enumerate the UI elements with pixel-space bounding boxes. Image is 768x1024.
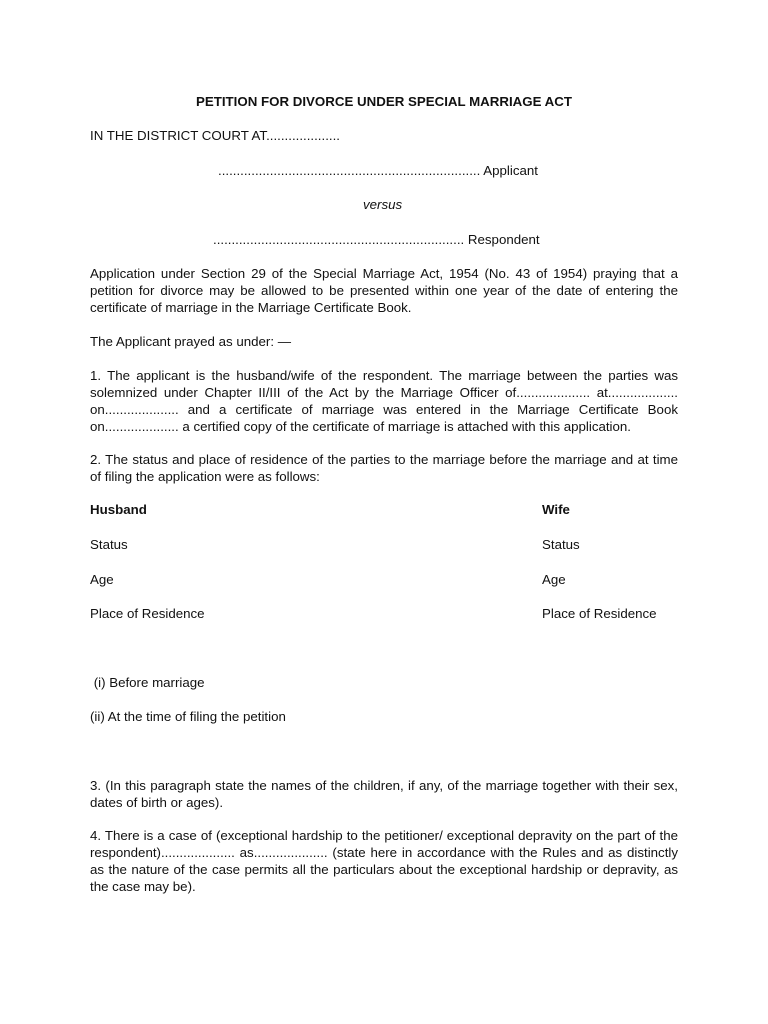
husband-status: Status	[90, 537, 128, 552]
application-paragraph: Application under Section 29 of the Special Marriage Act, 1954 (No. 43 of 1954) praying that a petition for divorce may be allowed to be presented within one year of the date of entering the certificate of marriage in the Marriage Certificate Book.	[90, 266, 678, 315]
wife-age: Age	[542, 572, 566, 587]
document-title: PETITION FOR DIVORCE UNDER SPECIAL MARRIAGE ACT	[195, 94, 573, 109]
paragraph-1: 1. The applicant is the husband/wife of the respondent. The marriage between the parties was solemnized under Chapter II/III of the Act by the Marriage Officer of.................... at................... on.................... and a certificate of marriage was entered in the Marriage Certificate Book on.................... a certified copy of the certificate of marriage is attached with this application.	[90, 368, 678, 434]
husband-residence: Place of Residence	[90, 606, 205, 621]
paragraph-4: 4. There is a case of (exceptional hardship to the petitioner/ exceptional depravity on the part of the respondent).................... as.................... (state here in accordance with the Rules and as distinctly as the nature of the case permits all the particulars about the exceptional hardship or depravity, as the case may be).	[90, 828, 678, 894]
versus-text: versus	[363, 197, 403, 212]
at-filing-line: (ii) At the time of filing the petition	[90, 709, 286, 724]
before-marriage-line: (i) Before marriage	[90, 675, 205, 690]
paragraph-2: 2. The status and place of residence of the parties to the marriage before the marriage and at time of filing the application were as follows:	[90, 452, 678, 484]
prayed-line: The Applicant prayed as under: —	[90, 334, 292, 349]
wife-residence: Place of Residence	[542, 606, 657, 621]
husband-age: Age	[90, 572, 114, 587]
husband-heading: Husband	[90, 502, 147, 517]
applicant-line: ....................................................................... Applicant	[218, 163, 538, 178]
court-line: IN THE DISTRICT COURT AT....................	[90, 128, 340, 143]
paragraph-3: 3. (In this paragraph state the names of the children, if any, of the marriage together with their sex, dates of birth or ages).	[90, 778, 678, 810]
wife-status: Status	[542, 537, 580, 552]
wife-heading: Wife	[542, 502, 570, 517]
respondent-line: .................................................................... Respondent	[213, 232, 540, 247]
